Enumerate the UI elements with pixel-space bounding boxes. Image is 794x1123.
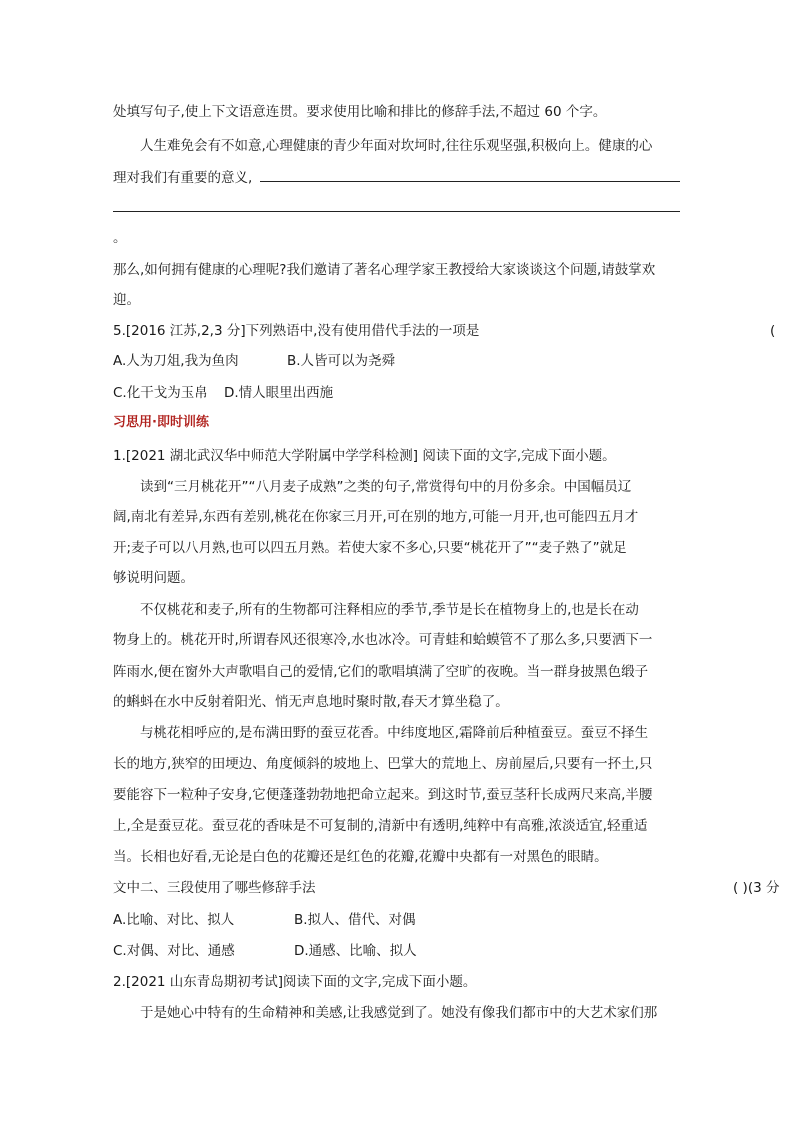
option-d: D.情人眼里出西施 [224,385,334,401]
answer-blank-line[interactable] [260,181,680,182]
option-c: C.对偶、对比、通感 [113,943,235,959]
passage-line: 那么,如何拥有健康的心理呢?我们邀请了著名心理学家王教授给大家谈谈这个问题,请鼓掌欢 [113,262,656,278]
option-a: A.比喻、对比、拟人 [113,912,235,928]
question-source: 2.[2021 山东青岛期初考试]阅读下面的文字,完成下面小题。 [113,974,477,990]
score-mark: ( )(3 分 [733,880,780,896]
option-c: C.化干戈为玉帛 [113,385,208,401]
passage-line: 的蝌蚪在水中反射着阳光、悄无声息地时聚时散,春天才算坐稳了。 [113,694,509,710]
passage-line: 长的地方,狭窄的田埂边、角度倾斜的坡地上、巴掌大的荒地上、房前屋后,只要有一抔土,只 [113,756,653,772]
option-b: B.拟人、借代、对偶 [294,912,416,928]
passage-line: 与桃花相呼应的,是布满田野的蚕豆花香。中纬度地区,霜降前后种植蚕豆。蚕豆不择生 [140,725,649,741]
passage-line: 不仅桃花和麦子,所有的生物都可注释相应的季节,季节是长在植物身上的,也是长在动 [140,602,639,618]
passage-line: 当。长相也好看,无论是白色的花瓣还是红色的花瓣,花瓣中央都有一对黑色的眼睛。 [113,849,608,865]
question-stem: 文中二、三段使用了哪些修辞手法 [113,880,316,896]
passage-line: 阵雨水,便在窗外大声歌唱自己的爱情,它们的歌唱填满了空旷的夜晚。当一群身披黑色缎子 [113,664,649,680]
passage-line: 上,全是蚕豆花。蚕豆花的香味是不可复制的,清新中有透明,纯粹中有高雅,浓淡适宜,轻重适 [113,818,648,834]
passage-line: 读到“三月桃花开”“八月麦子成熟”之类的句子,常赏得句中的月份多余。中国幅员辽 [140,479,632,495]
question-source: 1.[2021 湖北武汉华中师范大学附属中学学科检测] 阅读下面的文字,完成下面小题。 [113,448,616,464]
passage-line: 迎。 [113,292,140,308]
passage-line: 物身上的。桃花开时,所谓春风还很寒冷,水也冰冷。可青蛙和蛤蟆管不了那么多,只要洒下一 [113,632,653,648]
end-mark: 。 [113,230,127,246]
option-a: A.人为刀俎,我为鱼肉 [113,353,239,369]
passage-line: 于是她心中特有的生命精神和美感,让我感觉到了。她没有像我们都市中的大艺术家们那 [140,1005,658,1021]
passage-line: 人生难免会有不如意,心理健康的青少年面对坎坷时,往往乐观坚强,积极向上。健康的心 [140,138,653,154]
answer-paren: ( [770,323,776,339]
passage-line: 开;麦子可以八月熟,也可以四五月熟。若使大家不多心,只要“桃花开了”“麦子熟了”就足 [113,540,627,556]
option-b: B.人皆可以为尧舜 [287,353,396,369]
section-title: 习思用·即时训练 [113,415,209,430]
passage-line: 理对我们有重要的意义, [113,170,253,186]
passage-line: 阔,南北有差异,东西有差别,桃花在你家三月开,可在别的地方,可能一月开,也可能四五月才 [113,509,639,525]
question-stem: 5.[2016 江苏,2,3 分]下列熟语中,没有使用借代手法的一项是 [113,323,480,339]
answer-blank-line[interactable] [113,211,680,212]
passage-line: 够说明问题。 [113,570,194,586]
instruction-line: 处填写句子,使上下文语意连贯。要求使用比喻和排比的修辞手法,不超过 60 个字。 [113,104,607,120]
option-d: D.通感、比喻、拟人 [294,943,417,959]
passage-line: 要能容下一粒种子安身,它便蓬蓬勃勃地把命立起来。到这时节,蚕豆茎秆长成两尺来高,半腰 [113,787,653,803]
